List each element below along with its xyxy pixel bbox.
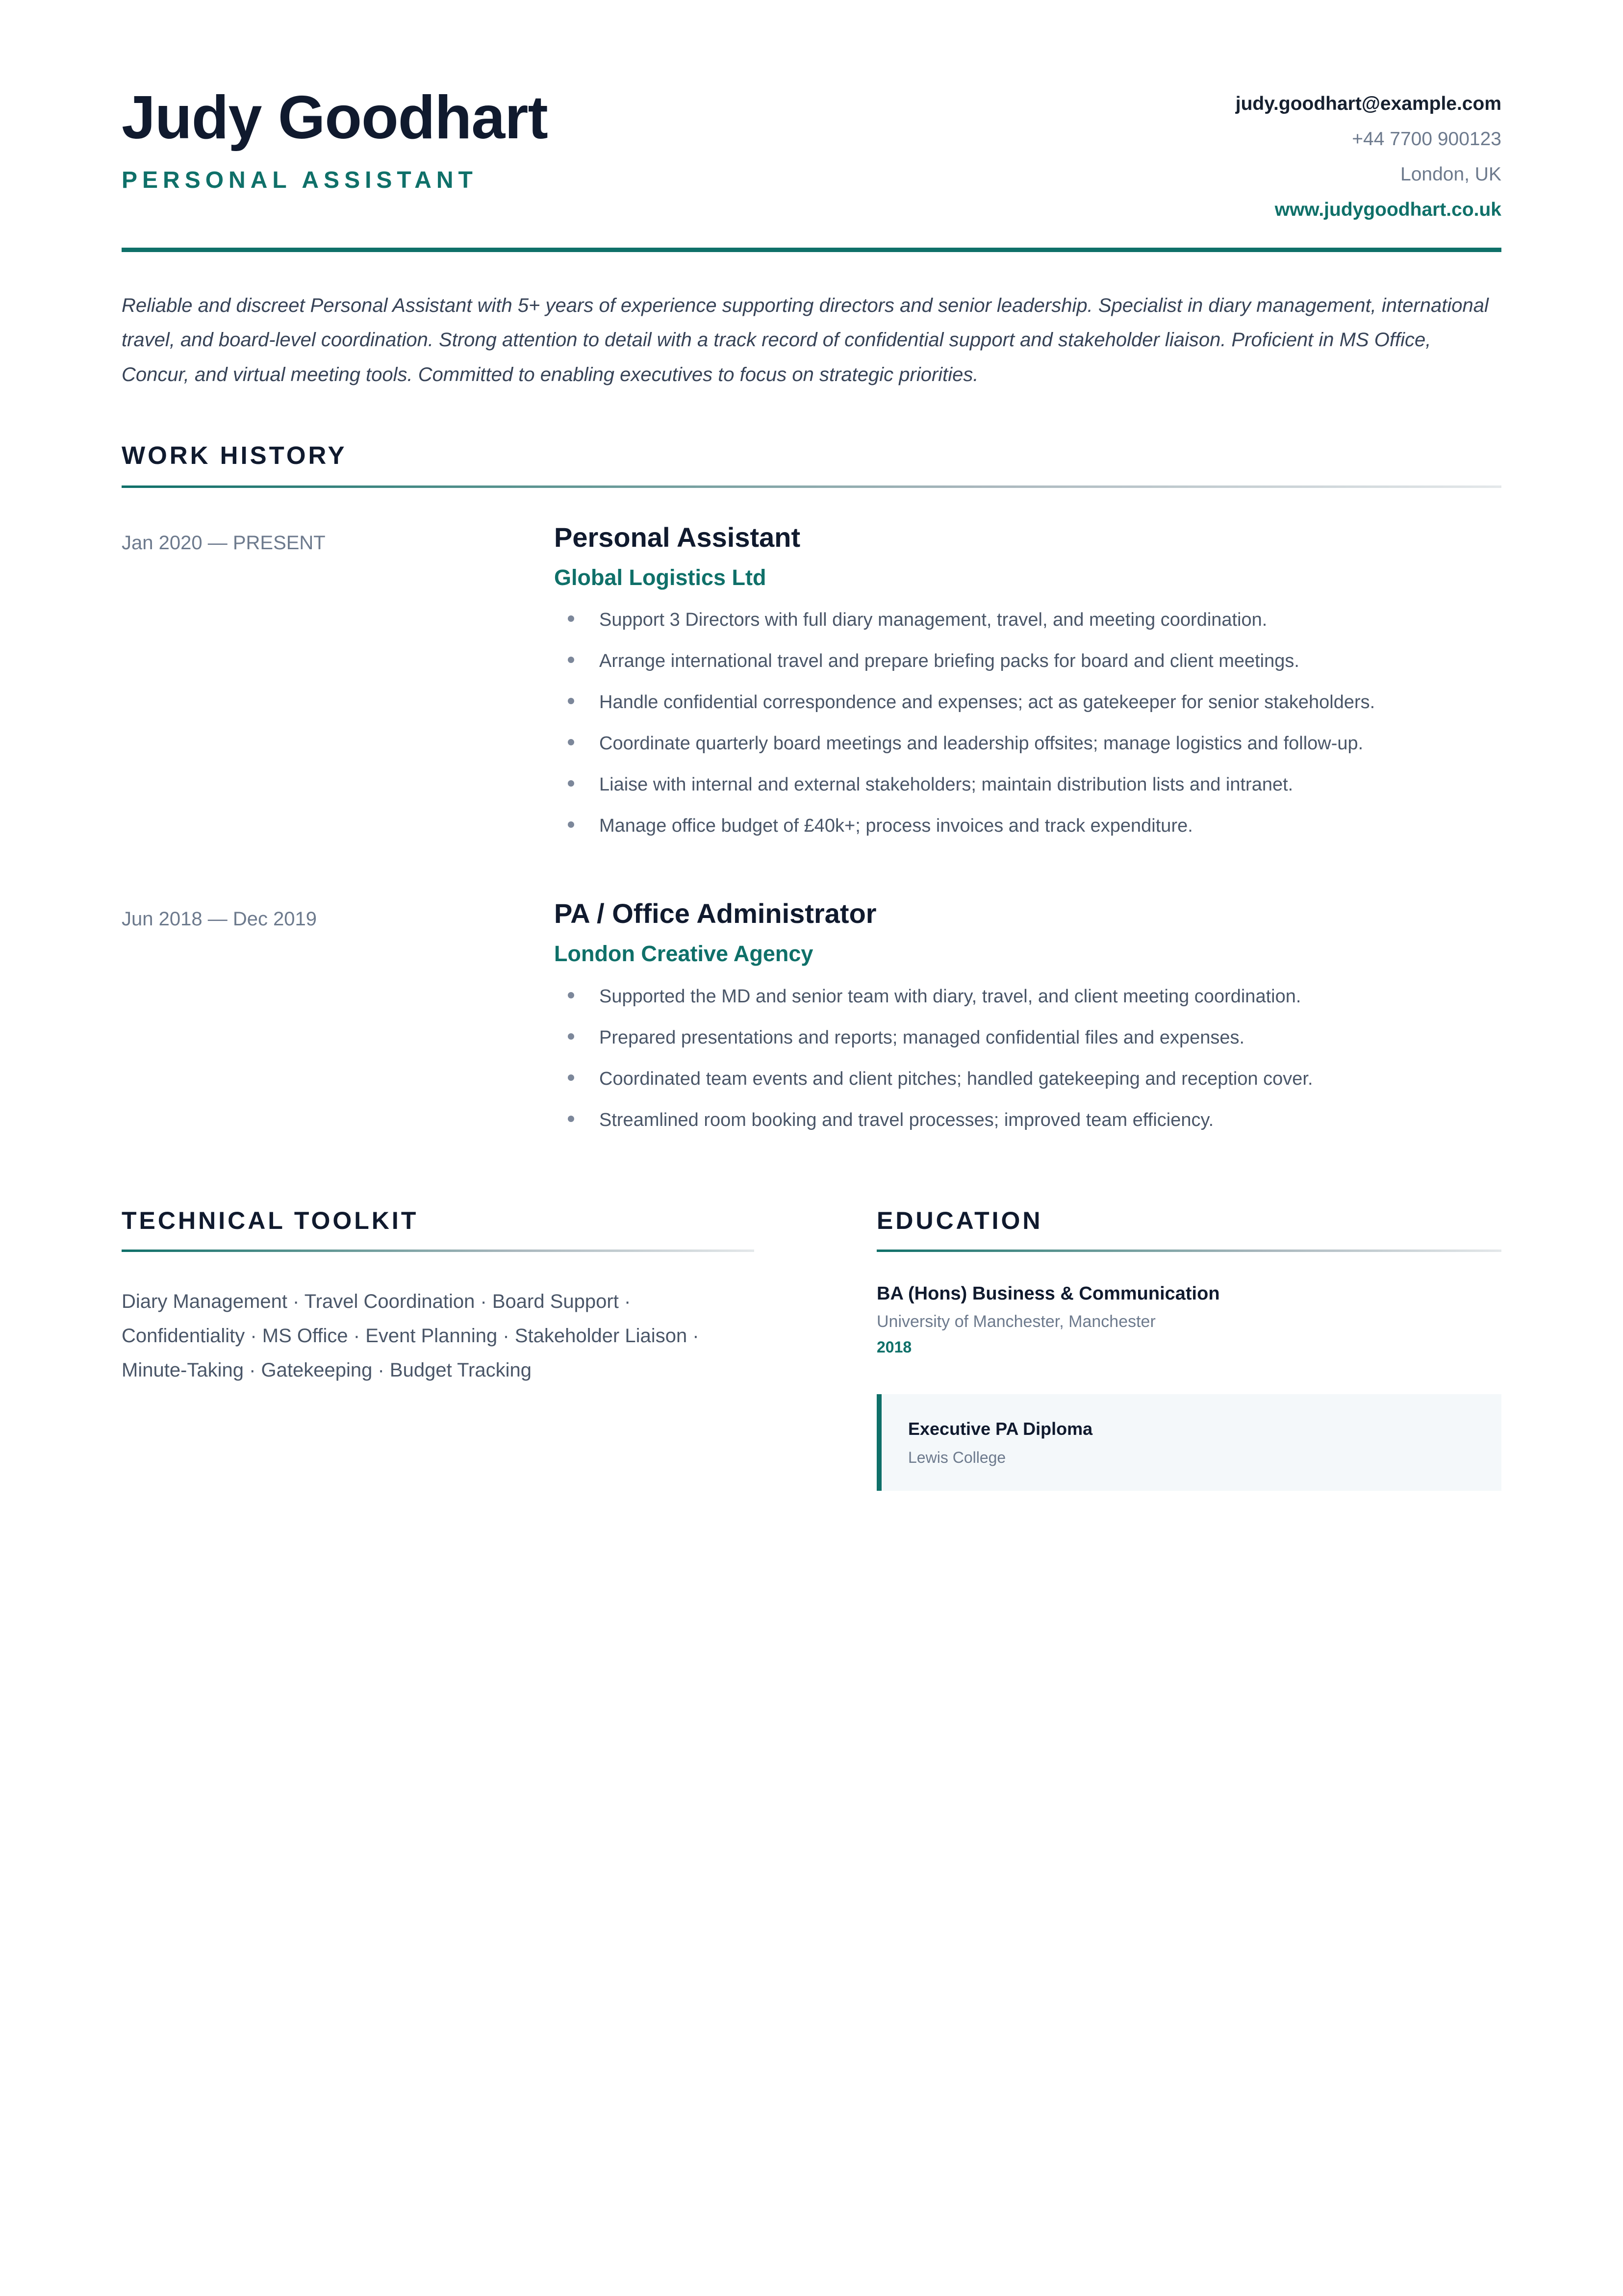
job-bullet — [554, 1105, 1501, 1135]
certification-issuer: Lewis College — [908, 1448, 1006, 1466]
education-divider — [877, 1250, 1501, 1252]
job-company: London Creative Agency — [554, 941, 813, 967]
candidate-name: Judy Goodhart — [122, 84, 548, 152]
technical-toolkit-title: TECHNICAL TOOLKIT — [122, 1206, 419, 1234]
education-degree: BA (Hons) Business & Communication — [877, 1283, 1220, 1304]
job-entry — [122, 522, 1501, 841]
identity-block — [122, 74, 548, 194]
resume-header — [122, 74, 1501, 219]
bullet-dot-icon — [568, 821, 574, 828]
job-bullet-text: Manage office budget of £40k+; process invoices and track expenditure. — [599, 816, 1193, 837]
work-history-section — [122, 443, 1501, 1135]
technical-toolkit-section — [122, 1208, 754, 1388]
contact-email[interactable]: judy.goodhart@example.com — [1235, 93, 1501, 114]
job-bullet — [554, 1023, 1501, 1052]
contact-location: London, UK — [1400, 164, 1501, 185]
bullet-dot-icon — [568, 1033, 574, 1040]
job-company: Global Logistics Ltd — [554, 564, 766, 590]
professional-summary: Reliable and discreet Personal Assistant with 5+ years of experience supporting directors and senior leadership. Specialist in diary management, international travel, and board-level coordination. Strong attention to detail with a track record of confidential support and stakeholder liaison. Proficient in MS Office, Concur, and virtual meeting tools. Committed to enabling executives to focus on strategic priorities. — [122, 295, 1489, 385]
bullet-dot-icon — [568, 1074, 574, 1081]
job-details — [554, 522, 1501, 841]
skills-list: Diary Management · Travel Coordination · Board Support · Confidentiality · MS Office · Event Planning · Stakeholder Liaison · Minute-Taking · Gatekeeping · Budget Tracking — [122, 1290, 699, 1381]
candidate-role: PERSONAL ASSISTANT — [122, 167, 478, 193]
work-history-title: WORK HISTORY — [122, 441, 347, 470]
education-year: 2018 — [877, 1338, 912, 1356]
job-bullet-text: Prepared presentations and reports; managed confidential files and expenses. — [599, 1027, 1245, 1048]
job-date: Jun 2018 — Dec 2019 — [122, 908, 317, 930]
job-list — [122, 522, 1501, 1135]
bullet-dot-icon — [568, 657, 574, 663]
job-bullet-text: Liaise with internal and external stakeholders; maintain distribution lists and intranet. — [599, 774, 1293, 795]
job-bullet-text: Coordinated team events and client pitches; handled gatekeeping and reception cover. — [599, 1068, 1313, 1089]
job-bullet — [554, 729, 1501, 758]
education-school: University of Manchester, Manchester — [877, 1312, 1156, 1331]
education-entry — [877, 1282, 1501, 1357]
job-bullet-list — [554, 605, 1501, 841]
job-details — [554, 898, 1501, 1134]
education-section — [877, 1208, 1501, 1491]
contact-phone[interactable]: +44 7700 900123 — [1352, 128, 1501, 150]
job-date: Jan 2020 — PRESENT — [122, 532, 326, 554]
job-title: Personal Assistant — [554, 522, 801, 553]
bottom-columns — [122, 1208, 1501, 1491]
job-bullet — [554, 1064, 1501, 1094]
bullet-dot-icon — [568, 615, 574, 622]
job-bullet-text: Coordinate quarterly board meetings and leadership offsites; manage logistics and follow-up. — [599, 733, 1364, 754]
technical-toolkit-divider — [122, 1250, 754, 1252]
job-bullet-text: Arrange international travel and prepare briefing packs for board and client meetings. — [599, 651, 1299, 672]
job-bullet — [554, 688, 1501, 717]
job-bullet — [554, 811, 1501, 841]
bullet-dot-icon — [568, 780, 574, 787]
job-bullet — [554, 646, 1501, 676]
contact-block — [1236, 74, 1501, 219]
job-bullet-list — [554, 982, 1501, 1135]
contact-website[interactable]: www.judygoodhart.co.uk — [1274, 199, 1501, 220]
header-divider — [122, 248, 1501, 252]
education-title: EDUCATION — [877, 1206, 1043, 1234]
job-title: PA / Office Administrator — [554, 898, 877, 929]
job-bullet — [554, 770, 1501, 799]
certification-card — [877, 1394, 1501, 1491]
work-history-divider — [122, 485, 1501, 488]
bullet-dot-icon — [568, 1116, 574, 1122]
job-bullet — [554, 605, 1501, 635]
job-bullet-text: Handle confidential correspondence and expenses; act as gatekeeper for senior stakeholders. — [599, 692, 1375, 713]
job-bullet-text: Streamlined room booking and travel processes; improved team efficiency. — [599, 1109, 1214, 1130]
job-bullet — [554, 982, 1501, 1011]
bullet-dot-icon — [568, 698, 574, 704]
bullet-dot-icon — [568, 739, 574, 745]
job-bullet-text: Supported the MD and senior team with diary, travel, and client meeting coordination. — [599, 986, 1301, 1007]
bullet-dot-icon — [568, 992, 574, 998]
certification-name: Executive PA Diploma — [908, 1418, 1093, 1439]
job-bullet-text: Support 3 Directors with full diary management, travel, and meeting coordination. — [599, 610, 1268, 631]
job-entry — [122, 898, 1501, 1134]
